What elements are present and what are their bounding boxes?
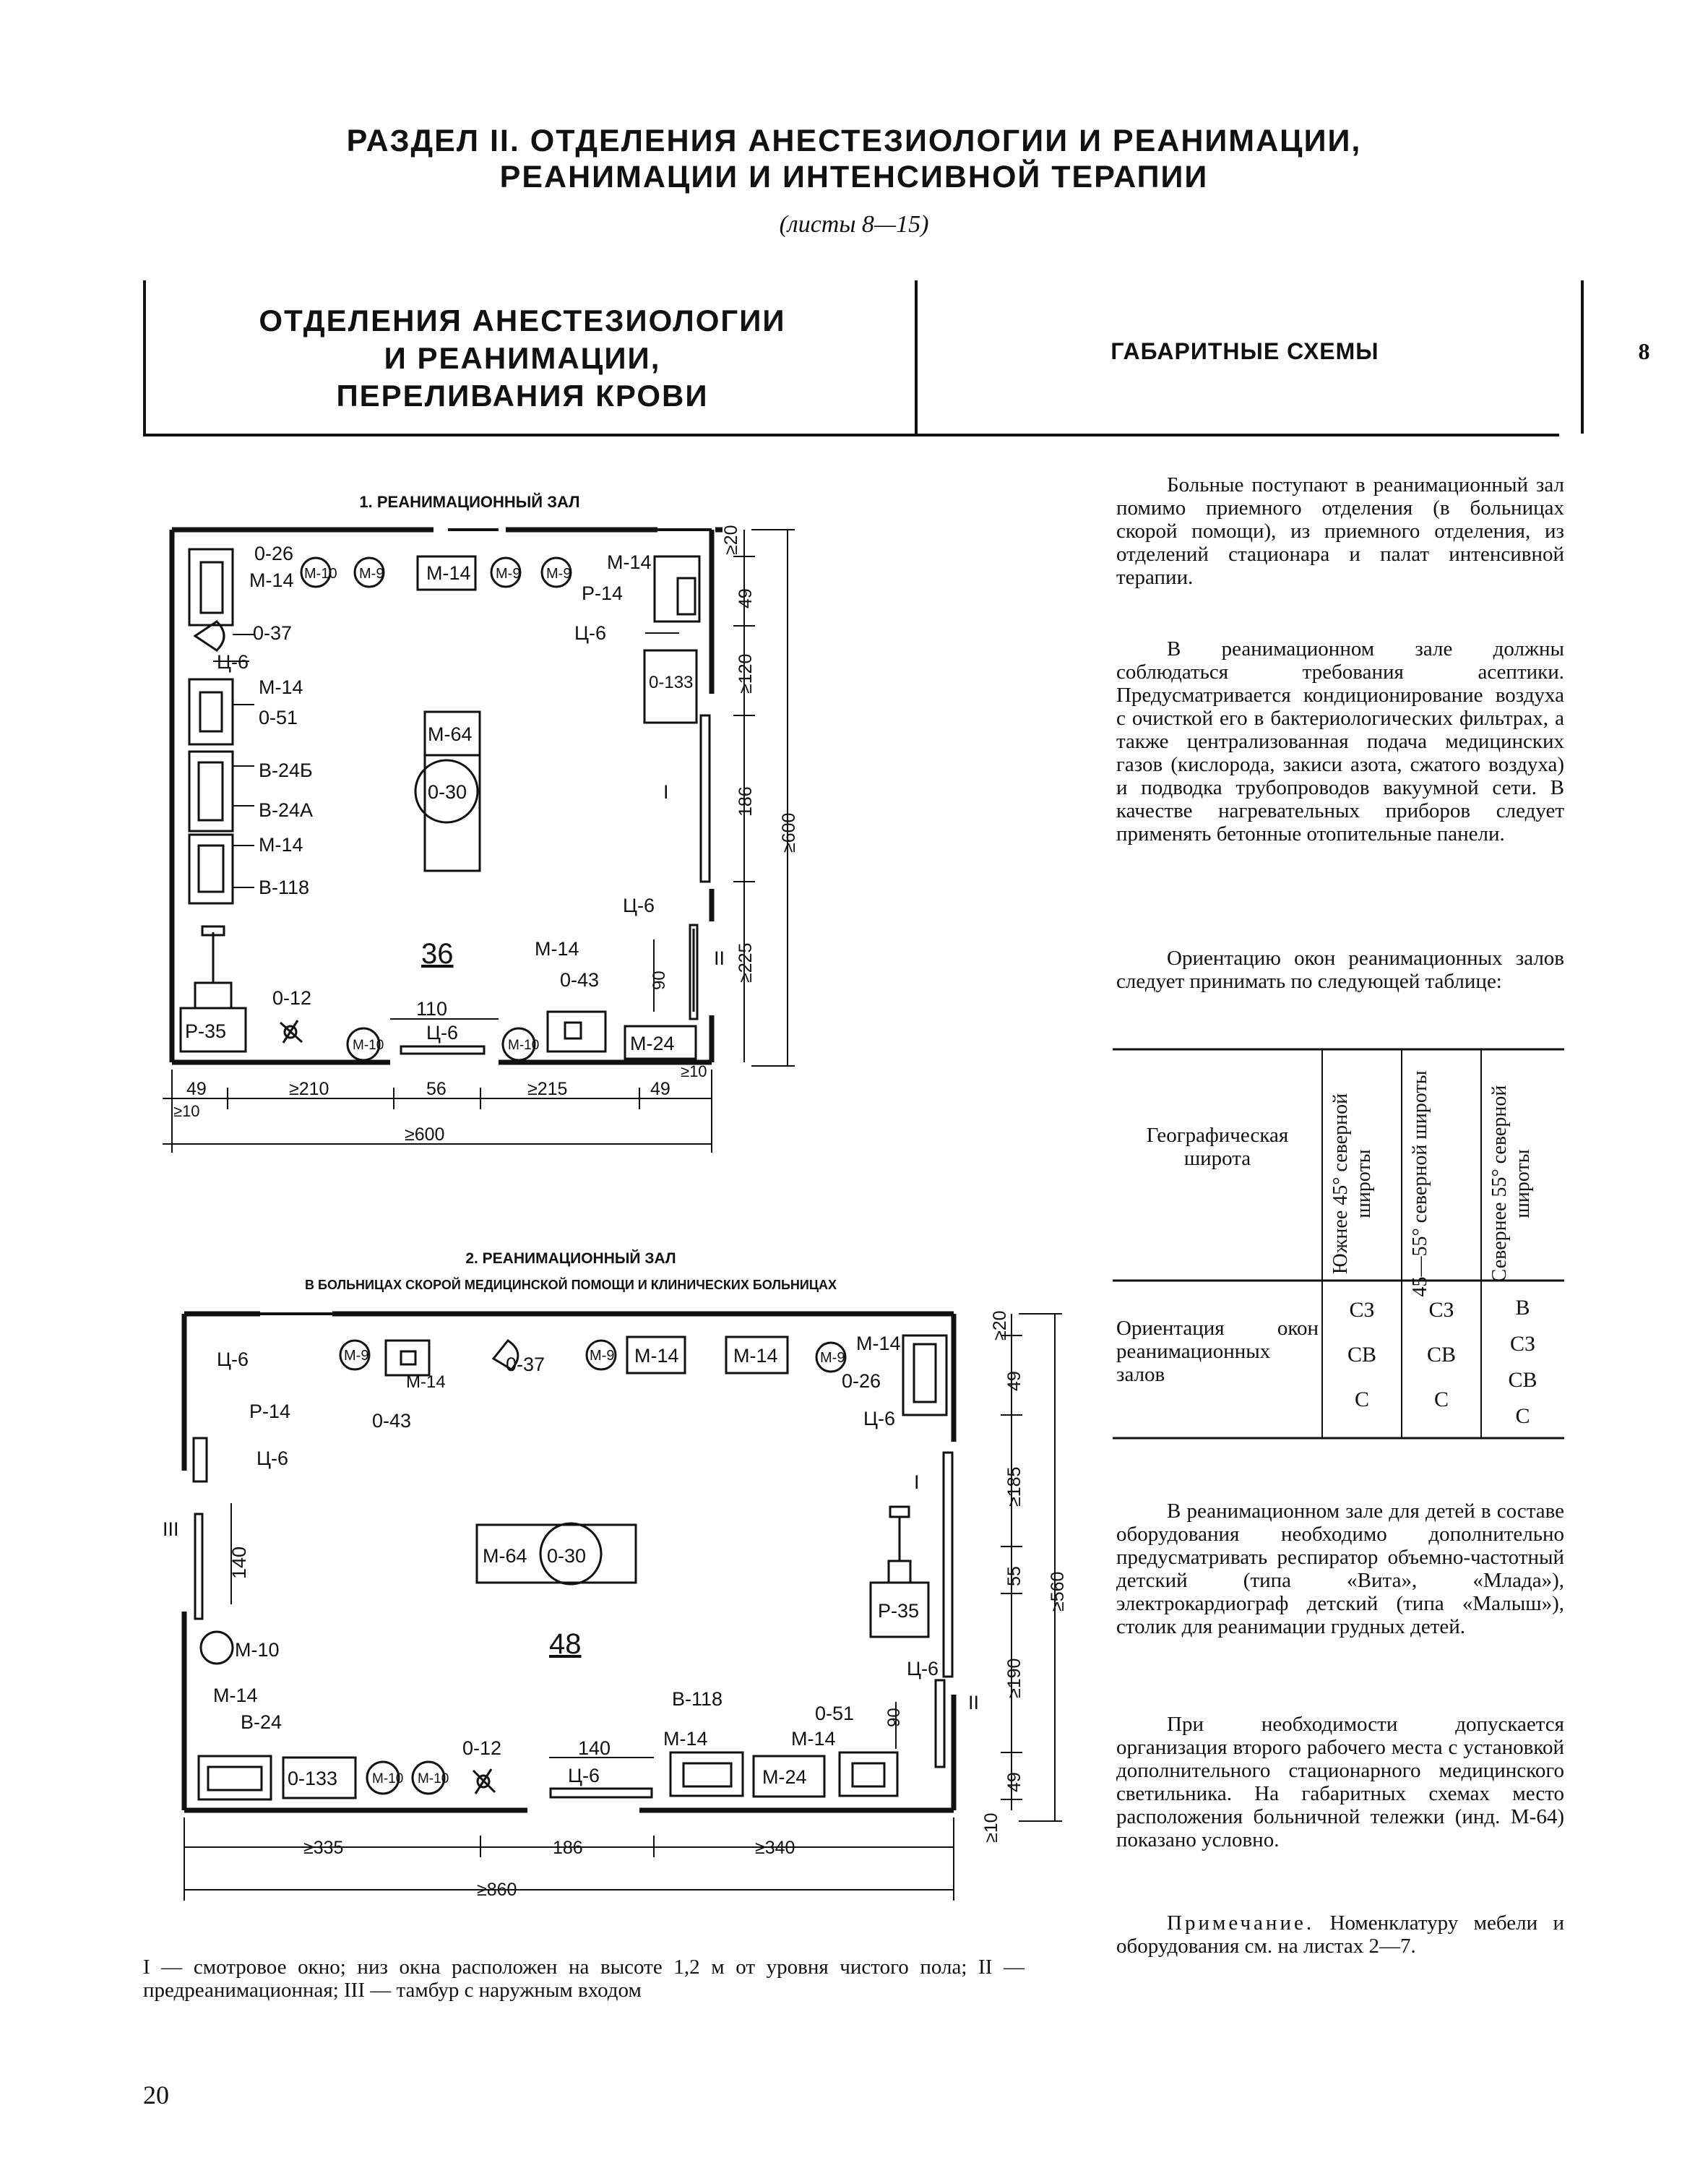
plan1-title: 1. РЕАНИМАЦИОННЫЙ ЗАЛ bbox=[359, 493, 580, 511]
p2-d90: 90 bbox=[884, 1708, 904, 1727]
p2-c6e: Ц-6 bbox=[568, 1765, 600, 1786]
p1-o30: 0-30 bbox=[428, 781, 467, 803]
p1-dim-r2: ≥120 bbox=[736, 653, 756, 694]
section-sheets: (листы 8—15) bbox=[779, 211, 929, 238]
p1-m14e: М-14 bbox=[259, 834, 303, 856]
plan1-area: 36 bbox=[421, 938, 454, 970]
table-cell: СЗ bbox=[1349, 1298, 1375, 1322]
p1-d90: 90 bbox=[650, 971, 669, 990]
p1-b118: В-118 bbox=[259, 877, 310, 898]
department-line2: И РЕАНИМАЦИИ, bbox=[384, 341, 661, 375]
p1-d110: 110 bbox=[416, 998, 448, 1020]
p2-dim-r7: ≥560 bbox=[1048, 1571, 1068, 1612]
p1-p35: Р-35 bbox=[185, 1020, 227, 1042]
p2-dim-total: ≥860 bbox=[477, 1880, 517, 1900]
p2-dim-r1: 49 bbox=[1004, 1371, 1025, 1391]
department-line1: ОТДЕЛЕНИЯ АНЕСТЕЗИОЛОГИИ bbox=[259, 304, 786, 337]
p1-o12: 0-12 bbox=[272, 987, 312, 1009]
p1-dim-b0: 49 bbox=[186, 1079, 207, 1099]
p1-m14d: М-14 bbox=[259, 676, 303, 698]
p1-b24a: В-24А bbox=[259, 799, 314, 821]
p1-dim-r1: 49 bbox=[736, 588, 756, 608]
plan2-subtitle: В БОЛЬНИЦАХ СКОРОЙ МЕДИЦИНСКОЙ ПОМОЩИ И КЛИНИЧЕСКИХ БОЛЬНИЦАХ bbox=[305, 1278, 837, 1292]
p2-dim-r0: ≥20 bbox=[990, 1310, 1010, 1341]
p2-m10c: М-10 bbox=[418, 1771, 449, 1786]
sheet-number: 8 bbox=[1638, 338, 1650, 364]
note-label: Примечание. bbox=[1167, 1911, 1315, 1935]
p1-m14a: М-14 bbox=[249, 569, 294, 591]
p2-m14f: М-14 bbox=[663, 1728, 708, 1750]
p1-dim-r0: ≥20 bbox=[721, 525, 741, 555]
section-title-line1: РАЗДЕЛ II. ОТДЕЛЕНИЯ АНЕСТЕЗИОЛОГИИ И РЕАНИМАЦИИ, bbox=[346, 124, 1362, 158]
table-col2-header: 45—55° северной широты bbox=[1409, 1070, 1431, 1297]
p2-c6b: Ц-6 bbox=[863, 1408, 895, 1429]
p1-dim-b1: ≥210 bbox=[289, 1079, 329, 1099]
table-col1-values bbox=[1322, 1288, 1402, 1422]
p2-m9c: М-9 bbox=[820, 1350, 845, 1366]
p1-o26: 0-26 bbox=[254, 543, 294, 564]
table-row-header: Географическая широта bbox=[1146, 1124, 1289, 1170]
p2-roman3: III bbox=[163, 1518, 179, 1540]
p1-o37: 0-37 bbox=[253, 622, 293, 644]
p2-o30: 0-30 bbox=[547, 1545, 587, 1567]
table-cell: С bbox=[1433, 1388, 1449, 1411]
table-col3-header: Севернее 55° северной широты bbox=[1488, 1085, 1534, 1283]
p2-d140b: 140 bbox=[578, 1737, 611, 1759]
p2-o43: 0-43 bbox=[372, 1410, 412, 1432]
paragraph-4: В реанимационном зале для детей в составе оборудования необходимо дополнительно предусматривать респиратор объемно-частотный детский (типа «Вита», «Млада»), электрокардиограф детский (типа «Малыш»), столик для реанимации грудных детей. bbox=[1116, 1500, 1564, 1638]
p2-dim-r4: ≥190 bbox=[1004, 1658, 1025, 1698]
table-cell: СВ bbox=[1426, 1343, 1457, 1367]
p2-d140a: 140 bbox=[228, 1546, 250, 1579]
p1-m10c: М-10 bbox=[508, 1038, 540, 1053]
p2-m14c: М-14 bbox=[733, 1345, 778, 1367]
note bbox=[1116, 1911, 1564, 1958]
p1-dim-b4: 49 bbox=[650, 1079, 670, 1099]
p2-c6a: Ц-6 bbox=[217, 1348, 249, 1370]
table-cell: СВ bbox=[1508, 1368, 1537, 1392]
plan2-title: 2. РЕАНИМАЦИОННЫЙ ЗАЛ bbox=[465, 1250, 676, 1267]
p2-roman1: I bbox=[914, 1471, 920, 1493]
p1-b24b: В-24Б bbox=[259, 760, 313, 781]
table-cell: СЗ bbox=[1428, 1298, 1454, 1322]
p2-dim-b1: 186 bbox=[553, 1838, 583, 1858]
p1-m9a: М-9 bbox=[359, 566, 384, 582]
note-text: Номенклатуру мебели и оборудования см. на листах 2—7. bbox=[1116, 1911, 1565, 1958]
p1-m14f: М-14 bbox=[535, 938, 579, 960]
p1-dim-r4: ≥225 bbox=[736, 942, 756, 983]
paragraph-3: Ориентацию окон реанимационных залов следует принимать по следующей таблице: bbox=[1116, 947, 1564, 993]
p2-m9a: М-9 bbox=[344, 1348, 369, 1364]
paragraph-5: При необходимости допускается организация второго рабочего места с установкой дополнительного стационарного медицинского светильника. На габаритных схемах место расположения больничной тележки (инд. М-64) показано условно. bbox=[1116, 1713, 1564, 1851]
p2-m14g: М-14 bbox=[791, 1728, 836, 1750]
p2-o133: 0-133 bbox=[288, 1768, 338, 1789]
p1-dim-r3: 186 bbox=[736, 786, 756, 817]
table-cell: С bbox=[1515, 1404, 1530, 1428]
p1-o51: 0-51 bbox=[259, 707, 298, 728]
table-cell: В bbox=[1515, 1296, 1530, 1320]
p2-dim-r5: 49 bbox=[1004, 1772, 1025, 1792]
p1-dim-b3: ≥215 bbox=[527, 1079, 568, 1099]
paragraph-2: В реанимационном зале должны соблюдаться требования асептики. Предусматривается кондиционирование воздуха с очисткой его в бактериологических фильтрах, а также централизованная подача медицинских газов (кислорода, закиси азота, сжатого воздуха) и подводка трубопроводов вакуумной сети. В качестве нагревательных приборов следует применять бетонные отопительные панели. bbox=[1116, 637, 1564, 846]
p1-o133: 0-133 bbox=[649, 673, 694, 692]
topic-title: ГАБАРИТНЫЕ СХЕМЫ bbox=[1110, 338, 1379, 364]
p2-c6c: Ц-6 bbox=[256, 1448, 288, 1469]
p2-p35: Р-35 bbox=[878, 1600, 920, 1622]
p2-m14d: М-14 bbox=[856, 1333, 901, 1354]
p1-p14: Р-14 bbox=[582, 582, 624, 604]
table-cell: С bbox=[1354, 1388, 1369, 1411]
p1-dim-r5: ≥600 bbox=[779, 812, 799, 853]
p1-m14c: М-14 bbox=[607, 551, 652, 573]
p1-m64: М-64 bbox=[428, 723, 473, 745]
p2-b24: В-24 bbox=[241, 1711, 282, 1733]
p2-dim-b0: ≥335 bbox=[303, 1838, 344, 1858]
p2-m14a: М-14 bbox=[406, 1372, 446, 1392]
p2-dim-r6: ≥10 bbox=[981, 1812, 1001, 1843]
p1-m14b: М-14 bbox=[426, 562, 471, 584]
p2-roman2: II bbox=[968, 1692, 980, 1713]
p1-o43: 0-43 bbox=[560, 969, 600, 991]
p2-dim-r3: 55 bbox=[1004, 1566, 1025, 1586]
p2-m64: М-64 bbox=[483, 1545, 527, 1567]
section-title-line2: РЕАНИМАЦИИ И ИНТЕНСИВНОЙ ТЕРАПИИ bbox=[499, 160, 1209, 194]
plan2-area: 48 bbox=[549, 1628, 582, 1660]
p2-dim-b2: ≥340 bbox=[755, 1838, 795, 1858]
p1-m24: М-24 bbox=[630, 1033, 675, 1054]
p2-m24: М-24 bbox=[762, 1766, 807, 1788]
table-cell: СЗ bbox=[1509, 1332, 1536, 1356]
p2-o51: 0-51 bbox=[815, 1703, 855, 1724]
department-line3: ПЕРЕЛИВАНИЯ КРОВИ bbox=[336, 379, 709, 413]
p1-c6d: Ц-6 bbox=[426, 1022, 458, 1044]
table-cell: СВ bbox=[1347, 1343, 1377, 1367]
p1-m10a: М-10 bbox=[304, 566, 337, 582]
p2-m10a: М-10 bbox=[235, 1639, 280, 1661]
p2-m14b: М-14 bbox=[634, 1345, 679, 1367]
p2-b118: В-118 bbox=[672, 1688, 723, 1710]
table-row-label: Ориентация окон реанимационных залов bbox=[1116, 1317, 1319, 1386]
p2-o12: 0-12 bbox=[462, 1737, 502, 1759]
table-col2-values bbox=[1402, 1288, 1481, 1422]
p2-o26: 0-26 bbox=[842, 1370, 881, 1392]
p2-o37: 0-37 bbox=[506, 1354, 545, 1375]
p2-dim-r2: ≥185 bbox=[1004, 1466, 1025, 1507]
p1-roman2: II bbox=[714, 947, 725, 969]
p1-c6c: Ц-6 bbox=[623, 895, 655, 916]
p2-m10b: М-10 bbox=[372, 1771, 404, 1786]
p1-m10b: М-10 bbox=[353, 1038, 384, 1053]
p1-m9b: М-9 bbox=[496, 566, 521, 582]
table-col1-header: Южнее 45° северной широты bbox=[1329, 1093, 1375, 1275]
p1-c6b: Ц-6 bbox=[217, 651, 249, 673]
p2-m14e: М-14 bbox=[213, 1685, 258, 1706]
page-number: 20 bbox=[143, 2081, 169, 2109]
table-col3-values bbox=[1481, 1290, 1564, 1434]
p1-dim-total: ≥600 bbox=[405, 1124, 445, 1145]
p2-m9b: М-9 bbox=[590, 1348, 615, 1364]
p1-dim-b2: 56 bbox=[426, 1079, 447, 1099]
p1-c6a: Ц-6 bbox=[574, 622, 606, 644]
p2-p14: Р-14 bbox=[249, 1401, 291, 1422]
paragraph-1: Больные поступают в реанимационный зал помимо приемного отделения (в больницах скорой помощи), из приемного отделения, из отделений стационара и палат интенсивной терапии. bbox=[1116, 473, 1564, 589]
p1-m9c: М-9 bbox=[546, 566, 572, 582]
figure-caption: I — смотровое окно; низ окна расположен на высоте 1,2 м от уровня чистого пола; II — предреанимационная; III — тамбур с наружным входом bbox=[143, 1956, 1025, 2002]
p1-dim-b6: ≥10 bbox=[173, 1102, 200, 1120]
p1-dim-b5: ≥10 bbox=[681, 1062, 707, 1080]
p2-c6d: Ц-6 bbox=[907, 1658, 939, 1679]
p1-roman1: I bbox=[663, 781, 669, 803]
